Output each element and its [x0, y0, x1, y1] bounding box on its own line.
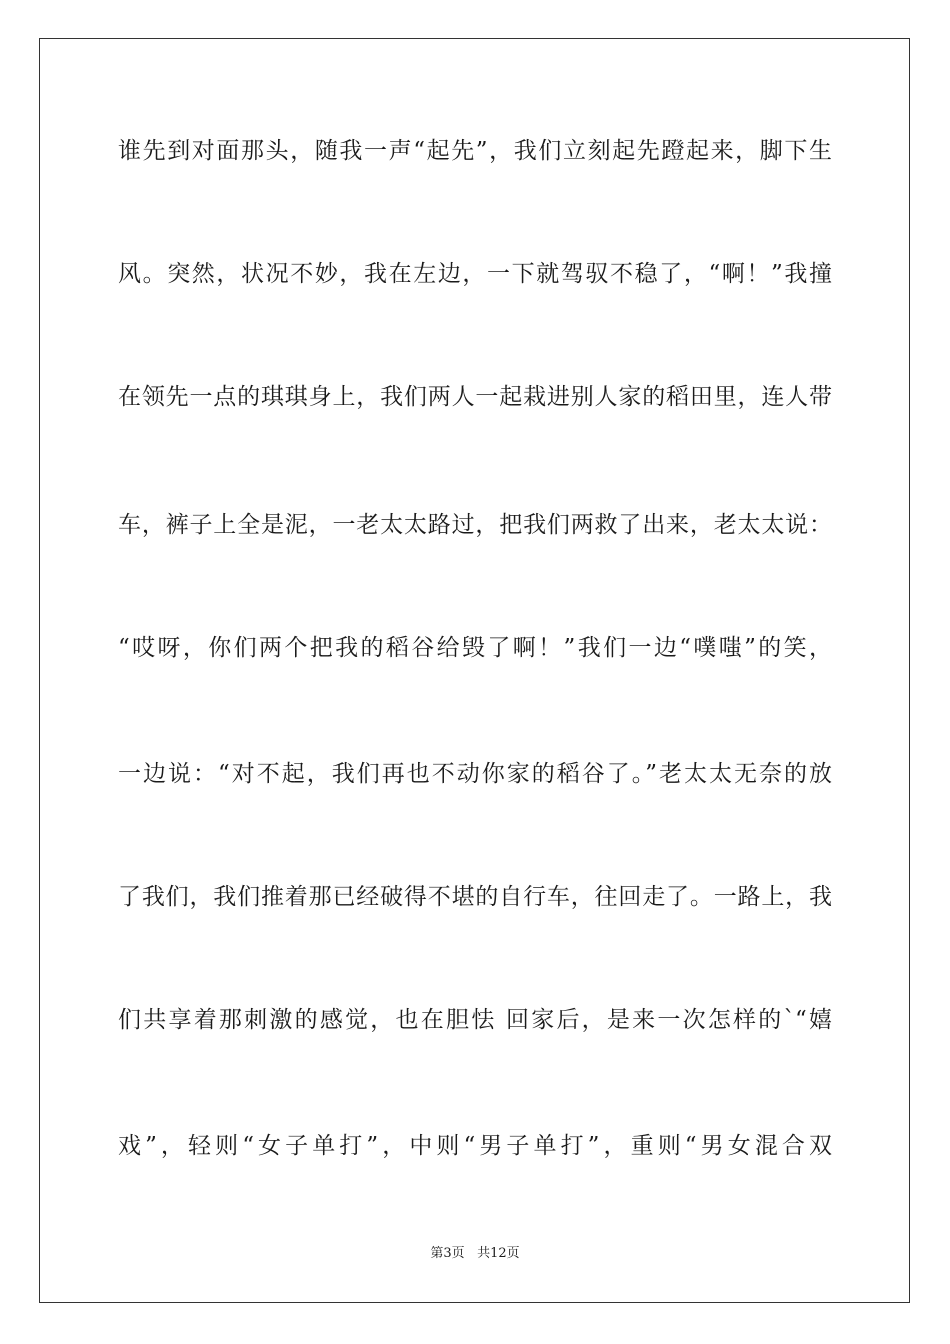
- page-border: [39, 38, 910, 1303]
- body-text-line: 了我们，我们推着那已经破得不堪的自行车，往回走了。一路上，我: [118, 884, 832, 910]
- body-text-line: 谁先到对面那头，随我一声“起先”，我们立刻起先蹬起来，脚下生: [118, 138, 832, 164]
- body-text-line: 在领先一点的琪琪身上，我们两人一起栽进别人家的稻田里，连人带: [118, 384, 832, 410]
- body-text-line: 一边说：“对不起，我们再也不动你家的稻谷了。”老太太无奈的放: [118, 761, 832, 787]
- page-total: 共12页: [477, 1246, 520, 1261]
- body-text-line: 戏”，轻则“女子单打”，中则“男子单打”，重则“男女混合双: [118, 1133, 832, 1159]
- body-text-line: 们共享着那刺激的感觉，也在胆怯 回家后，是来一次怎样的`“嬉: [118, 1007, 832, 1033]
- body-text-line: 风。突然，状况不妙，我在左边，一下就驾驭不稳了，“啊！”我撞: [118, 261, 832, 287]
- page-footer: [0, 1245, 950, 1263]
- body-text-line: 车，裤子上全是泥，一老太太路过，把我们两救了出来，老太太说：: [118, 512, 832, 538]
- body-text-line: “哎呀，你们两个把我的稻谷给毁了啊！”我们一边“噗嗤”的笑，: [118, 635, 832, 661]
- page-number: 第3页: [430, 1246, 465, 1261]
